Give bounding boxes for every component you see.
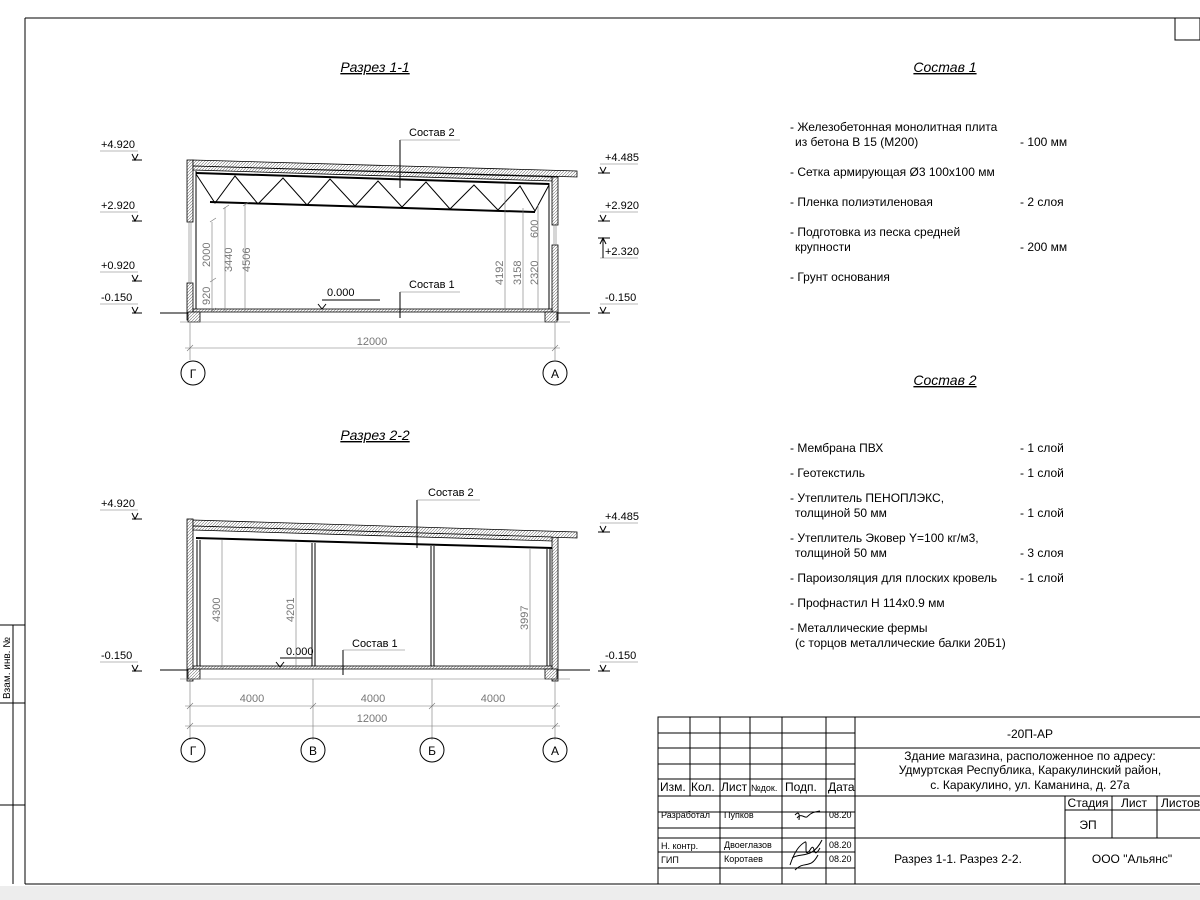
drawing-label: -20П-АР (1007, 727, 1053, 741)
composition-item-text: - Утеплитель ПЕНОПЛЭКС, (790, 491, 945, 505)
drawing-label: 4000 (239, 693, 265, 705)
span-dimension: 12000 (356, 336, 388, 348)
composition-item-text: - Геотекстиль (790, 466, 865, 480)
drawing-label: Подп. (785, 780, 817, 794)
drawing-label: Состав 1 (913, 59, 977, 75)
composition-item-value: - 1 слой (1020, 506, 1064, 520)
composition-item-value: - 100 мм (1020, 135, 1068, 149)
drawing-label: 2000 (201, 242, 213, 267)
layer-label-top: Состав 2 (428, 487, 474, 499)
composition-item-value: - 1 слой (1020, 571, 1064, 585)
drawing-label: 920 (201, 286, 213, 305)
drawing-label: 4000 (360, 693, 386, 705)
drawing-label: 4300 (211, 597, 223, 622)
composition-1 (790, 59, 1067, 284)
section-1-1-title: Разрез 1-1 (340, 59, 410, 75)
drawing-label: 4506 (241, 247, 253, 272)
composition-item-text: - Пленка полиэтиленовая (790, 195, 933, 209)
drawing-label: В (308, 744, 318, 758)
drawing-label: Г (189, 744, 197, 758)
drawing-label: ЭП (1079, 818, 1097, 832)
layer-label-floor: Состав 1 (409, 279, 455, 291)
drawing-label: Разрез 1-1. Разрез 2-2. (894, 852, 1022, 866)
drawing-label: А (550, 367, 560, 381)
drawing-label: ООО "Альянс" (1091, 852, 1173, 866)
drawing-label: Состав 2 (913, 372, 977, 388)
drawing-label: Двоеглазов (724, 840, 772, 850)
drawing-label: 4201 (285, 597, 297, 622)
drawing-label: Пупков (724, 810, 754, 820)
margin-stamp-label: Взам. инв. № (2, 637, 13, 699)
drawing-label: Стадия (1067, 796, 1109, 810)
composition-item-value: - 3 слоя (1020, 546, 1064, 560)
composition-2 (790, 372, 1064, 650)
composition-item-value: - 200 мм (1020, 240, 1068, 254)
composition-item-text: - Мембрана ПВХ (790, 441, 884, 455)
drawing-label: Кол. (691, 780, 715, 794)
composition-item-text: - Пароизоляция для плоских кровель (790, 571, 998, 585)
section-1-1 (100, 59, 639, 385)
composition-item-value: - 1 слой (1020, 441, 1064, 455)
drawing-label: +2.920 (101, 200, 135, 212)
composition-item-text: крупности (795, 240, 851, 254)
title-block (658, 717, 1200, 884)
composition-item-text: толщиной 50 мм (795, 546, 887, 560)
drawing-label: +2.320 (605, 246, 639, 258)
drawing-label: 4000 (480, 693, 506, 705)
composition-item-text: - Утеплитель Эковер Y=100 кг/м3, (790, 531, 979, 545)
drawing-label: 4192 (494, 260, 506, 285)
drawing-label: +0.920 (101, 260, 135, 272)
drawing-label: 2320 (529, 260, 541, 285)
floor-slab (193, 309, 552, 312)
composition-item-text: - Железобетонная монолитная плита (790, 120, 998, 134)
level-marks-left (100, 139, 142, 313)
signature-dvoeglazov (790, 840, 822, 870)
zero-level: 0.000 (327, 287, 355, 299)
drawing-label: №док. (751, 783, 778, 793)
drawing-label: 3440 (223, 247, 235, 272)
composition-item-text: толщиной 50 мм (795, 506, 887, 520)
composition-item-value: - 2 слоя (1020, 195, 1064, 209)
drawing-label: -0.150 (605, 650, 637, 662)
drawing-label: Разработал (661, 810, 710, 820)
drawing-label: +4.920 (101, 498, 135, 510)
composition-item-text: - Профнастил Н 114х0.9 мм (790, 596, 945, 610)
drawing-label: +4.485 (605, 152, 639, 164)
drawing-label: -0.150 (101, 292, 133, 304)
drawing-label: +2.920 (605, 200, 639, 212)
composition-item-text: из бетона В 15 (М200) (795, 135, 919, 149)
drawing-label: +4.485 (605, 511, 639, 523)
composition-item-text: - Металлические фермы (790, 621, 928, 635)
drawing-label: Листов (1161, 796, 1200, 810)
composition-item-text: - Сетка армирующая Ø3 100х100 мм (790, 165, 995, 179)
drawing-label: 08.20 (829, 840, 852, 850)
drawing-label: Лист (721, 780, 748, 794)
drawing-label: 08.20 (829, 810, 852, 820)
section-2-2 (100, 427, 639, 762)
layer-label-top: Состав 2 (409, 127, 455, 139)
drawing-label: 3997 (519, 605, 531, 630)
right-wall (552, 177, 558, 225)
drawing-label: Здание магазина, расположенное по адресу: (904, 749, 1156, 763)
composition-item-text: - Грунт основания (790, 270, 890, 284)
section-2-2-title: Разрез 2-2 (340, 427, 410, 443)
drawing-label: -0.150 (605, 292, 637, 304)
left-wall (187, 160, 193, 222)
drawing-label: А (550, 744, 560, 758)
drawing-label: 600 (529, 219, 541, 238)
drawing-label: 3158 (512, 260, 524, 285)
drawing-label: Удмуртская Республика, Каракулинский район, (898, 763, 1162, 777)
level-marks-right (598, 152, 639, 313)
drawing-label: -0.150 (101, 650, 133, 662)
drawing-label: Н. контр. (661, 841, 699, 851)
drawing-label: Б (428, 744, 436, 758)
drawing-label: 08.20 (829, 854, 852, 864)
drawing-label: с. Каракулино, ул. Каманина, д. 27а (930, 778, 1130, 792)
drawing-label: Изм. (660, 780, 686, 794)
zero-level: 0.000 (286, 646, 314, 658)
composition-item-text: - Подготовка из песка средней (790, 225, 961, 239)
composition-item-text: (с торцов металлические балки 20Б1) (795, 636, 1006, 650)
span-dimension: 12000 (356, 713, 388, 725)
drawing-label: Дата (828, 780, 855, 794)
drawing-label: Г (189, 367, 197, 381)
drawing-label: Лист (1120, 796, 1148, 810)
drawing-label: Коротаев (724, 854, 763, 864)
drawing-label: ГИП (661, 855, 679, 865)
drawing-label: +4.920 (101, 139, 135, 151)
layer-label-floor: Состав 1 (352, 638, 398, 650)
composition-item-value: - 1 слой (1020, 466, 1064, 480)
